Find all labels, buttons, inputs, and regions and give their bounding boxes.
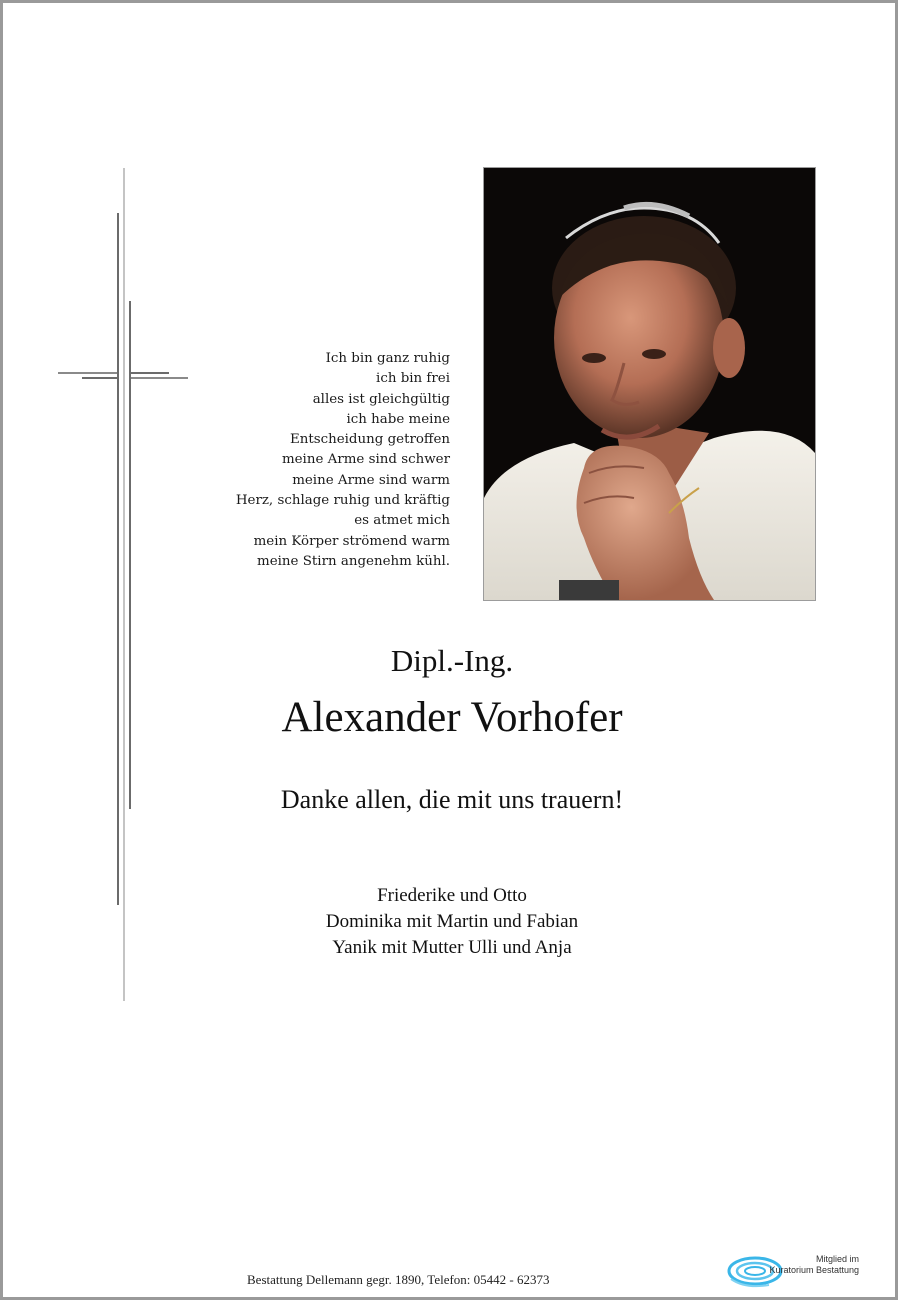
thanks-message: Danke allen, die mit uns trauern! xyxy=(280,785,624,814)
academic-title: Dipl.-Ing. xyxy=(390,643,514,678)
poem-line: es atmet mich xyxy=(354,513,450,529)
kuratorium-logo xyxy=(725,1249,865,1291)
family-list xyxy=(3,883,898,961)
poem xyxy=(183,349,450,572)
family-line: Yanik mit Mutter Ulli und Anja xyxy=(332,937,572,958)
cross-line xyxy=(131,377,188,379)
poem-line: mein Körper strömend warm xyxy=(253,533,450,549)
cross-line xyxy=(82,377,117,379)
logo-line-2: Kuratorium Bestattung xyxy=(769,1265,859,1275)
family-line: Friederike und Otto xyxy=(377,885,527,906)
poem-line: ich bin frei xyxy=(376,371,450,387)
poem-line: alles ist gleichgültig xyxy=(312,391,450,407)
poem-line: Ich bin ganz ruhig xyxy=(325,351,450,366)
portrait-photo xyxy=(483,167,816,601)
family-line: Dominika mit Martin und Fabian xyxy=(325,911,579,932)
funeral-home-footer: Bestattung Dellemann gegr. 1890, Telefon: 05442 - 62373 xyxy=(247,1272,550,1287)
poem-line: meine Arme sind warm xyxy=(292,472,450,488)
poem-line: meine Stirn angenehm kühl. xyxy=(257,553,450,569)
poem-line: ich habe meine xyxy=(346,411,450,427)
logo-line-1: Mitglied im xyxy=(815,1254,859,1264)
poem-line: meine Arme sind schwer xyxy=(281,452,450,468)
cross-line xyxy=(58,372,117,374)
logo-text xyxy=(765,1254,859,1276)
deceased-name: Alexander Vorhofer xyxy=(281,694,623,741)
poem-line: Entscheidung getroffen xyxy=(289,432,450,448)
cross-line xyxy=(123,168,125,1001)
cross-line xyxy=(131,372,169,374)
poem-line: Herz, schlage ruhig und kräftig xyxy=(235,493,450,509)
